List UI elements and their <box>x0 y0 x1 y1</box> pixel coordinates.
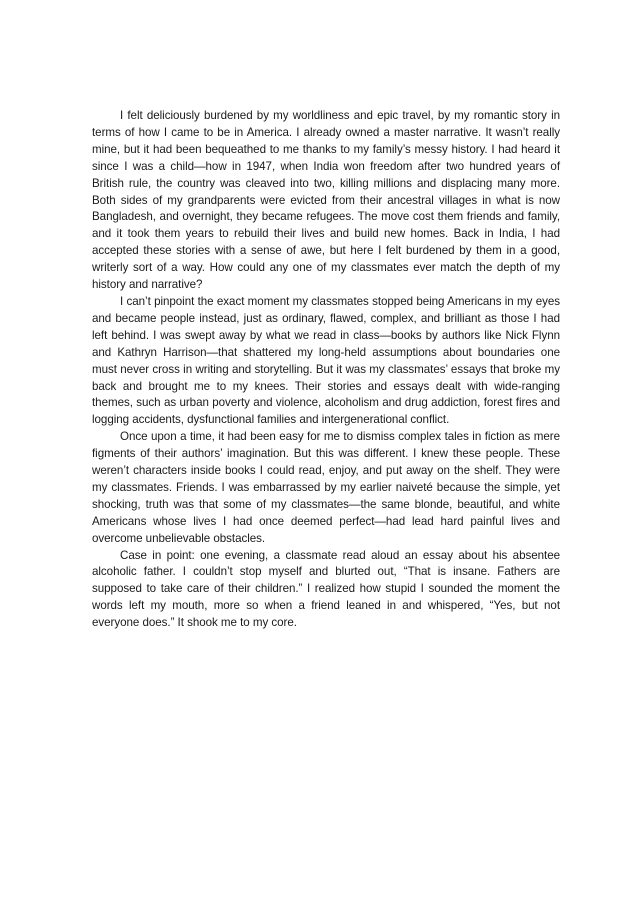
document-body <box>92 108 560 632</box>
paragraph-2: I can’t pinpoint the exact moment my classmates stopped being Americans in my eyes and became people instead, just as ordinary, flawed, complex, and brilliant as those I had left behind. I was swept away by what we read in class—books by authors like Nick Flynn and Kathryn Harrison—that shattered my long-held assumptions about boundaries one must never cross in writing and storytelling. But it was my classmates’ essays that broke my back and brought me to my knees. Their stories and essays dealt with wide-ranging themes, such as urban poverty and violence, alcoholism and drug addiction, forest fires and logging accidents, dysfunctional families and intergenerational conflict. <box>92 294 560 427</box>
paragraph-3: Once upon a time, it had been easy for me to dismiss complex tales in fiction as mere figments of their authors’ imagination. But this was different. I knew these people. These weren’t characters inside books I could read, enjoy, and put away on the shelf. They were my classmates. Friends. I was embarrassed by my earlier naiveté because the simple, yet shocking, truth was that some of my classmates—the same blonde, beautiful, and white Americans whose lives I had once deemed perfect—had lead hard painful lives and overcome unbelievable obstacles. <box>92 430 560 545</box>
paragraph-4: Case in point: one evening, a classmate read aloud an essay about his absentee alcoholic father. I couldn’t stop myself and blurted out, “That is insane. Fathers are supposed to take care of their children.” I realized how stupid I sounded the moment the words left my mouth, more so when a friend leaned in and whispered, “Yes, but not everyone does.” It shook me to my core. <box>92 548 560 630</box>
paragraph-1: I felt deliciously burdened by my worldliness and epic travel, by my romantic story in terms of how I came to be in America. I already owned a master narrative. It wasn’t really mine, but it had been bequeathed to me thanks to my family’s messy history. I had heard it since I was a child—how in 1947, when India won freedom after two hundred years of British rule, the country was cleaved into two, killing millions and displacing many more. Both sides of my grandparents were evicted from their ancestral villages in what is now Bangladesh, and overnight, they became refugees. The move cost them friends and family, and it took them years to rebuild their lives and build new homes. Back in India, I had accepted these stories with a sense of awe, but here I felt burdened by them in a good, writerly sort of a way. How could any one of my classmates ever match the depth of my history and narrative? <box>92 109 560 292</box>
